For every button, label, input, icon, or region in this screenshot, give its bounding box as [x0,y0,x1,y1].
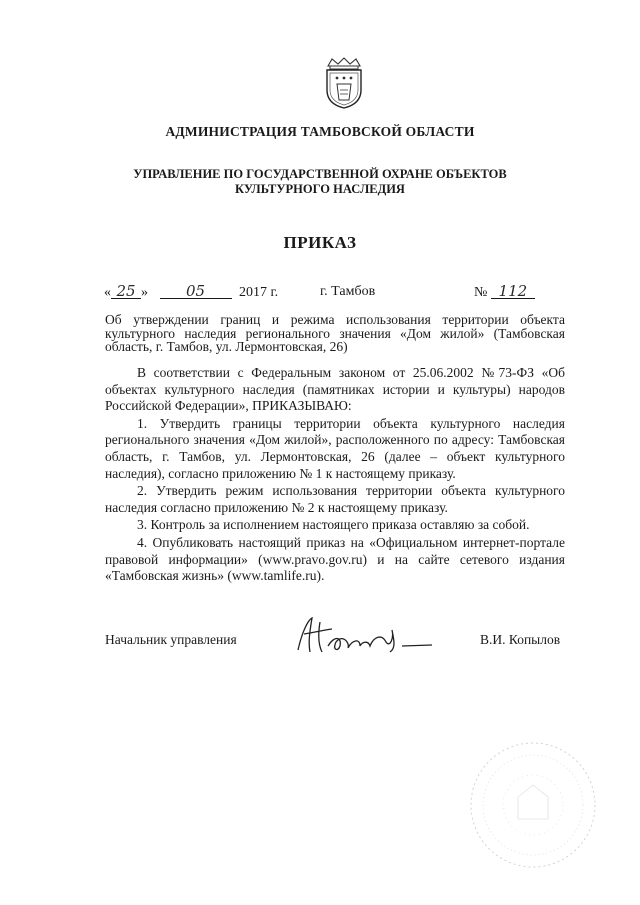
official-seal-stamp [458,735,608,875]
handwritten-signature [290,612,440,660]
tambov-coat-of-arms-icon [322,56,366,110]
signatory-role: Начальник управления [105,632,237,647]
document-type: ПРИКАЗ [283,233,357,252]
order-city: г. Тамбов [320,284,376,299]
signatory-name: В.И. Копылов [480,632,561,647]
clause-1: 1. Утвердить границы территории объекта культурного наследия регионального значения «Дом жилой», расположенного по адресу: Тамбовская область, г. Тамбов, ул. Лермонтовская, 26 (далее – объект культурного наследия), согласно приложению № 1 к настоящему приказу. [105,415,565,481]
number-sign: № [474,285,488,300]
clause-3: 3. Контроль за исполнением настоящего приказа оставляю за собой. [137,517,530,533]
order-number-value: 112 [491,284,535,299]
quote-close: » [141,285,148,300]
order-month: 05 [160,284,232,299]
order-date [104,284,278,301]
clause-4: 4. Опубликовать настоящий приказ на «Официальном интернет-портале правовой информации» (www.pravo.gov.ru) и на сайте сетевого издания «Тамбовская жизнь» (www.tamlife.ru). [105,534,565,584]
order-day: 25 [111,284,141,299]
order-year: 2017 г. [239,285,279,300]
department-name [0,167,640,197]
organization-name: АДМИНИСТРАЦИЯ ТАМБОВСКОЙ ОБЛАСТИ [165,124,475,139]
order-body [105,365,565,586]
order-subject: Об утверждении границ и режима использования территории объекта культурного наследия регионального значения «Дом жилой» (Тамбовская область, г. Тамбов, ул. Лермонтовская, 26) [105,312,565,354]
department-line-1: УПРАВЛЕНИЕ ПО ГОСУДАРСТВЕННОЙ ОХРАНЕ ОБЪЕКТОВ [133,167,507,181]
department-line-2: КУЛЬТУРНОГО НАСЛЕДИЯ [235,182,405,196]
quote-open: « [104,285,111,300]
clause-2: 2. Утвердить режим использования территории объекта культурного наследия согласно приложению № 2 к настоящему приказу. [105,483,565,515]
preamble-paragraph: В соответствии с Федеральным законом от 25.06.2002 №73-ФЗ «Об объектах культурного наследия (памятниках истории и культуры) народов Российской Федерации», ПРИКАЗЫВАЮ: [105,365,565,414]
order-number [474,284,535,301]
